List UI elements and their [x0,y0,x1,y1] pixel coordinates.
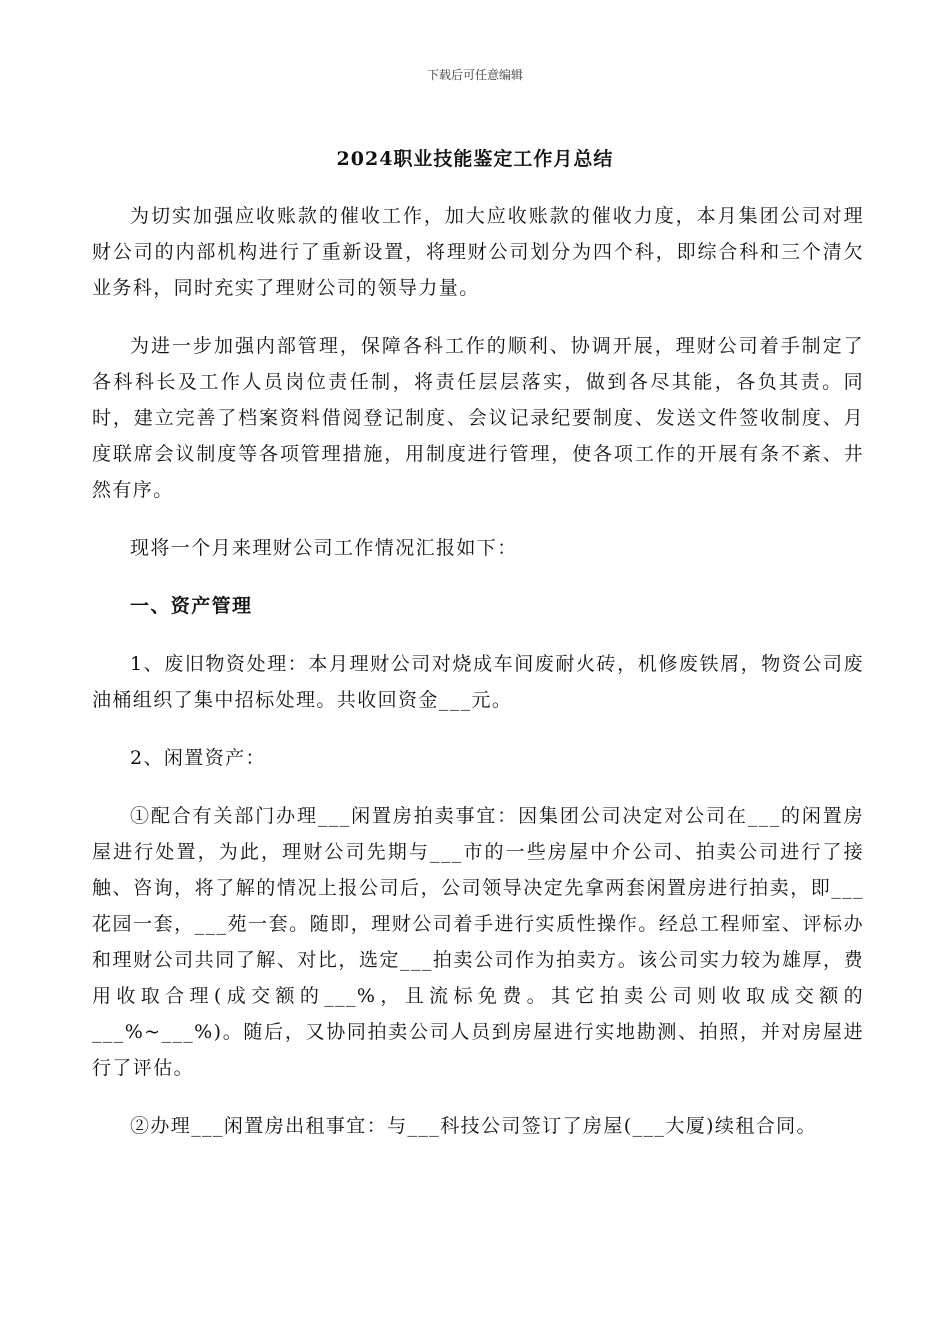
paragraph: 为进一步加强内部管理，保障各科工作的顺利、协调开展，理财公司着手制定了各科科长及工作人员岗位责任制，将责任层层落实，做到各尽其能，各负其责。同时，建立完善了档案资料借阅登记制度、会议记录纪要制度、发送文件签收制度、月度联席会议制度等各项管理措施，用制度进行管理，使各项工作的开展有条不紊、井然有序。 [92,335,864,501]
document-body [92,198,864,1166]
paragraph: 现将一个月来理财公司工作情况汇报如下： [130,537,518,559]
document-title: 2024职业技能鉴定工作月总结 [336,148,614,170]
list-item: ②办理___闲置房出租事宜：与___科技公司签订了房屋(___大厦)续租合同。 [130,1115,817,1137]
paragraph: 为切实加强应收账款的催收工作，加大应收账款的催收力度，本月集团公司对理财公司的内部机构进行了重新设置，将理财公司划分为四个科，即综合科和三个清欠业务科，同时充实了理财公司的领导力量。 [92,205,864,299]
list-item: 1、废旧物资处理：本月理财公司对烧成车间废耐火砖，机修废铁屑，物资公司废油桶组织了集中招标处理。共收回资金___元。 [92,653,864,711]
list-item: ①配合有关部门办理___闲置房拍卖事宜：因集团公司决定对公司在___的闲置房屋进行处置，为此，理财公司先期与___市的一些房屋中介公司、拍卖公司进行了接触、咨询，将了解的情况上报公司后，公司领导决定先拿两套闲置房进行拍卖，即___花园一套，___苑一套。随即，理财公司着手进行实质性操作。经总工程师室、评标办和理财公司共同了解、对比，选定___拍卖公司作为拍卖方。该公司实力较为雄厚，费用收取合理(成交额的___%，且流标免费。其它拍卖公司则收取成交额的___%~___%)。随后，又协同拍卖公司人员到房屋进行实地勘测、拍照，并对房屋进行了评估。 [92,805,864,1079]
header-note: 下载后可任意编辑 [426,68,523,82]
section-heading: 一、资产管理 [130,595,253,617]
list-item: 2、闲置资产： [130,747,266,769]
